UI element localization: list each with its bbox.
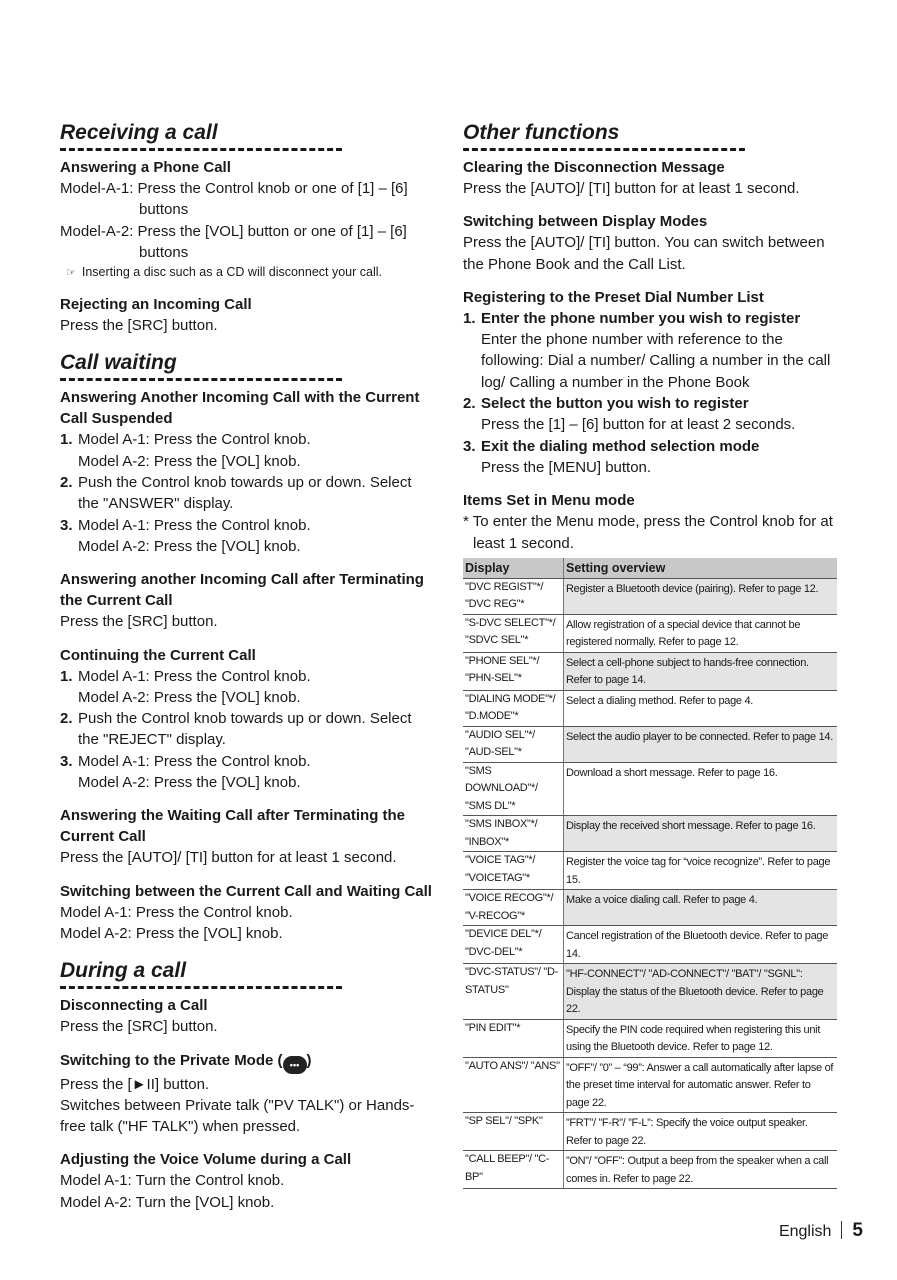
footer-language: English [778,1223,832,1240]
table-row: "SMS DOWNLOAD"*/ "SMS DL"* Download a short message. Refer to page 16. [463,762,837,816]
heading-answer-waiting: Answering the Waiting Call after Terminating the Current Call [60,807,406,846]
answer-after-terminate-text: Press the [SRC] button. [60,613,218,631]
table-row: "DVC REGIST"*/ "DVC REG"* Register a Bluetooth device (pairing). Refer to page 12. [463,578,837,614]
table-header-row [463,558,837,579]
reject-call-text: Press the [SRC] button. [60,317,218,335]
left-column [60,120,432,1213]
step-item: 2. Push the Control knob towards up or down. Select the "ANSWER" display. [60,474,412,513]
step-item: Model A-2: Press the [VOL] knob. [78,537,301,555]
switch-calls-text-2: Model A-2: Press the [VOL] knob. [60,924,283,942]
switch-display-text: Press the [AUTO]/ [TI] button. You can switch between the Phone Book and the Call List. [463,234,825,273]
clear-disconnect-text: Press the [AUTO]/ [TI] button for at least 1 second. [463,180,800,197]
private-mode-text-2: Switches between Private talk ("PV TALK") or Hands-free talk ("HF TALK") when pressed. [60,1096,415,1136]
steps-continue-call [60,666,432,794]
step-item: 3. Exit the dialing method selection mode Press the [MENU] button. [463,437,760,476]
heading-switch-display: Switching between Display Modes [463,213,708,231]
heading-answer-another: Answering Another Incoming Call with the Current Call Suspended [60,389,420,428]
heading-continue-call: Continuing the Current Call [60,646,256,664]
table-row: "SP SEL"/ "SPK" ”FRT”/ ”F-R”/ ”F-L”: Specify the voice output speaker. Refer to page 22. [463,1113,837,1151]
table-row: "AUDIO SEL"*/ "AUD-SEL"* Select the audio player to be connected. Refer to page 14. [463,726,837,762]
table-row: "SMS INBOX"*/ "INBOX"* Display the received short message. Refer to page 16. [463,816,837,852]
table-row: "PHONE SEL"*/ "PHN-SEL"* Select a cell-phone subject to hands-free connection. Refer to page 14. [463,652,837,690]
table-row: "VOICE RECOG"*/ "V-RECOG"* Make a voice dialing call. Refer to page 4. [463,890,837,926]
table-row: "DVC-STATUS"/ "D-STATUS" "HF-CONNECT"/ "AD-CONNECT"/ "BAT"/ "SGNL": Display the status of the Bluetooth device. Refer to page 22. [463,964,837,1020]
section-title-other-functions: Other functions [463,120,745,151]
table-header-overview: Setting overview [564,558,838,579]
heading-menu-items: Items Set in Menu mode [463,492,635,510]
section-title-during-call: During a call [60,958,342,989]
step-item: 3. Model A-1: Press the Control knob. [60,752,311,770]
step-item: 3. Model A-1: Press the Control knob. [60,516,311,534]
model-a1-text: Model-A-1: Press the Control knob or one of [1] – [6] buttons [60,180,408,219]
page-footer [779,1220,863,1242]
disconnect-text: Press the [SRC] button. [60,1018,218,1036]
model-a2-text: Model-A-2: Press the [VOL] button or one of [1] – [6] buttons [60,222,407,261]
answer-waiting-text: Press the [AUTO]/ [TI] button for at least 1 second. [60,849,397,867]
section-title-call-waiting: Call waiting [60,350,342,381]
table-row: "PIN EDIT"* Specify the PIN code required when registering this unit using the Bluetooth device. Refer to page 12. [463,1019,837,1057]
note [60,263,432,282]
voice-volume-text-2: Model A-2: Turn the [VOL] knob. [60,1193,275,1211]
table-row: "S-DVC SELECT"*/ "SDVC SEL"* Allow registration of a special device that cannot be registered normally. Refer to page 12. [463,614,837,652]
menu-settings-table [463,558,837,1190]
heading-disconnect: Disconnecting a Call [60,997,208,1015]
step-item: Model A-2: Press the [VOL] knob. [78,688,301,706]
heading-answering-call: Answering a Phone Call [60,159,231,176]
table-row: "DIALING MODE"*/ "D.MODE"* Select a dialing method. Refer to page 4. [463,690,837,726]
step-item: Model A-2: Press the [VOL] knob. [78,452,301,470]
step-item: 1. Enter the phone number you wish to register Enter the phone number with reference to the following: Dial a number/ Calling a number in the call log/ Calling a number in the Phone Book [463,309,831,391]
table-row: "AUTO ANS"/ "ANS" ”OFF”/ ”0” – “99”: Answer a call automatically after lapse of the preset time interval for automatic answer. Refer to page 22. [463,1057,837,1113]
table-row: "VOICE TAG"*/ "VOICETAG"* Register the voice tag for “voice recognize”. Refer to page 15. [463,852,837,890]
section-title-receiving: Receiving a call [60,120,342,151]
heading-private-mode: Switching to the Private Mode ( ••• ) [60,1050,432,1074]
menu-note: * To enter the Menu mode, press the Control knob for at least 1 second. [463,513,833,552]
table-row: "CALL BEEP"/ "C-BP" ”ON”/ ”OFF”: Output a beep from the speaker when a call comes in. Refer to page 22. [463,1151,837,1189]
table-header-display: Display [463,558,564,579]
page-number: 5 [852,1220,863,1241]
heading-reject-call: Rejecting an Incoming Call [60,296,252,314]
heading-voice-volume: Adjusting the Voice Volume during a Call [60,1151,352,1169]
steps-answer-another [60,429,432,557]
steps-preset-dial [463,308,839,478]
heading-switch-calls: Switching between the Current Call and Waiting Call [60,882,432,900]
heading-preset-dial: Registering to the Preset Dial Number List [463,288,764,306]
right-column [463,120,839,1189]
switch-calls-text-1: Model A-1: Press the Control knob. [60,903,293,921]
step-item: 2. Push the Control knob towards up or down. Select the "REJECT" display. [60,710,412,749]
step-item: Model A-2: Press the [VOL] knob. [78,774,301,792]
note-text: Inserting a disc such as a CD will disconnect your call. [81,265,383,280]
chat-bubble-icon: ••• [283,1056,307,1074]
step-item: 1. Model A-1: Press the Control knob. [60,667,311,685]
table-row: "DEVICE DEL"*/ "DVC-DEL"* Cancel registration of the Bluetooth device. Refer to page 14. [463,926,837,964]
private-mode-text-1: Press the [►II] button. [60,1075,210,1093]
pointing-hand-icon: ☞ [66,267,76,280]
heading-answer-after-terminate: Answering another Incoming Call after Terminating the Current Call [60,571,424,610]
voice-volume-text-1: Model A-1: Turn the Control knob. [60,1172,285,1190]
step-item: 2. Select the button you wish to register Press the [1] – [6] button for at least 2 seconds. [463,395,796,434]
heading-clear-disconnect: Clearing the Disconnection Message [463,159,725,176]
footer-divider [841,1221,842,1239]
step-item: 1. Model A-1: Press the Control knob. [60,431,311,449]
